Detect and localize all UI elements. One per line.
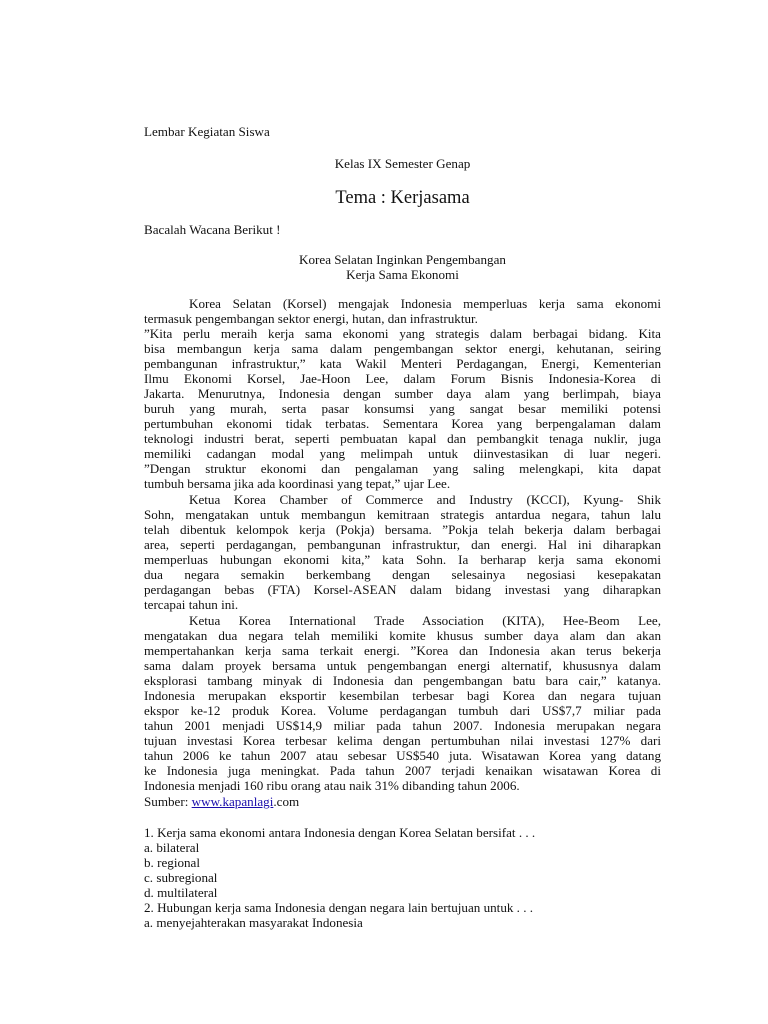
article-line: teknologi industri berat, seperti pembuatan kapal dan pembangkit tenaga nuklir, juga xyxy=(144,431,661,446)
article-line: ke Indonesia juga meningkat. Pada tahun 2007 terjadi kenaikan wisatawan Korea di xyxy=(144,763,661,778)
article-line: eksplorasi tambang minyak di Indonesia dan pengembangan batu bara cair,” katanya. xyxy=(144,673,661,688)
article-line: Indonesia menjadi 160 ribu orang atau naik 31% dibanding tahun 2006. xyxy=(144,778,520,793)
article-line: Ketua Korea Chamber of Commerce and Industry (KCCI), Kyung- Shik xyxy=(189,492,661,507)
article-line: memperluas hubungan ekonomi kita,” kata Sohn. Ia berharap kerja sama ekonomi xyxy=(144,552,661,567)
option-line: b. regional xyxy=(144,855,200,870)
article-line: mempertahankan kerja sama terkait energi. ”Korea dan Indonesia akan terus bekerja xyxy=(144,643,661,658)
article-line: Ketua Korea International Trade Association (KITA), Hee-Beom Lee, xyxy=(189,613,661,628)
source-link[interactable]: www.kapanlagi xyxy=(191,794,274,809)
source-suffix: .com xyxy=(273,794,300,809)
article-line: tujuan investasi Korea terbesar kelima dengan pertumbuhan nilai investasi 127% dari xyxy=(144,733,661,748)
question-line: 2. Hubungan kerja sama Indonesia dengan negara lain bertujuan untuk . . . xyxy=(144,900,534,915)
article-line: pembangunan infrastruktur,” kata Wakil Menteri Perdagangan, Energi, Kementerian xyxy=(144,356,661,371)
article-line: Ilmu Ekonomi Korsel, Jae-Hoon Lee, dalam Forum Bisnis Indonesia-Korea di xyxy=(144,371,661,386)
option-line: a. menyejahterakan masyarakat Indonesia xyxy=(144,915,363,930)
class-label: Kelas IX Semester Genap xyxy=(334,156,471,171)
article-line: termasuk pengembangan sektor energi, hutan, dan infrastruktur. xyxy=(144,311,478,326)
question-line: 1. Kerja sama ekonomi antara Indonesia dengan Korea Selatan bersifat . . . xyxy=(144,825,536,840)
article-line: buruh yang murah, serta pasar konsumsi yang sangat besar memiliki potensi xyxy=(144,401,661,416)
theme-title: Tema : Kerjasama xyxy=(335,188,470,208)
article-line: area, seperti perdagangan, pembangunan infrastruktur, dan energi. Hal ini diharapkan xyxy=(144,537,661,552)
article-line: dua negara semakin berkembang dengan selesainya negosiasi kesepakatan xyxy=(144,567,661,582)
article-title-line: Korea Selatan Inginkan Pengembangan xyxy=(299,252,506,267)
article-line: tercapai tahun ini. xyxy=(144,597,239,612)
article-line: tahun 2001 menjadi US$14,9 miliar pada tahun 2007. Indonesia merupakan negara xyxy=(144,718,661,733)
article-line: memiliki cadangan modal yang melimpah untuk diinvestasikan di luar negeri. xyxy=(144,446,661,461)
doc-label: Lembar Kegiatan Siswa xyxy=(144,124,270,139)
article-line: Jakarta. Menurutnya, Indonesia dengan sumber daya alam yang berlimpah, biaya xyxy=(144,386,661,401)
article-line: tumbuh bersama jika ada koordinasi yang tepat,” ujar Lee. xyxy=(144,476,451,491)
article-line: perdagangan bebas (FTA) Korsel-ASEAN dalam bidang investasi yang diharapkan xyxy=(144,582,661,597)
article-line: sama dalam proyek bersama untuk pengembangan energi alternatif, khususnya dalam xyxy=(144,658,661,673)
article-line: telah dibentuk kelompok kerja (Pokja) bersama. ”Pokja telah bekerja dalam berbagai xyxy=(144,522,661,537)
article-line: bisa membangun kerja sama dalam pengembangan sektor energi, kehutanan, seiring xyxy=(144,341,661,356)
article-line: pertumbuhan ekonomi tidak terbatas. Sementara Korea yang berpengalaman dalam xyxy=(144,416,661,431)
article-title-line: Kerja Sama Ekonomi xyxy=(346,267,459,282)
article-line: Indonesia merupakan eksportir kesembilan terbesar bagi Korea dan negara tujuan xyxy=(144,688,661,703)
article-line: ”Kita perlu meraih kerja sama ekonomi yang strategis dalam berbagai bidang. Kita xyxy=(144,326,661,341)
article-line: mengatakan dua negara telah memiliki komite khusus sumber daya alam dan akan xyxy=(144,628,661,643)
article-line: tahun 2006 ke tahun 2007 atau sebesar US$540 juta. Wisatawan Korea yang datang xyxy=(144,748,661,763)
option-line: a. bilateral xyxy=(144,840,200,855)
article-line: Sohn, mengatakan untuk membangun kemitraan strategis antardua negara, tahun lalu xyxy=(144,507,661,522)
source-label: Sumber: xyxy=(144,794,192,809)
article-line: Korea Selatan (Korsel) mengajak Indonesia memperluas kerja sama ekonomi xyxy=(189,296,661,311)
source-line xyxy=(144,794,661,809)
article-line: ”Dengan struktur ekonomi dan pengalaman yang saling melengkapi, kita dapat xyxy=(144,461,661,476)
article-line: ekspor ke-12 produk Korea. Volume perdagangan tumbuh dari US$7,7 miliar pada xyxy=(144,703,661,718)
option-line: d. multilateral xyxy=(144,885,218,900)
option-line: c. subregional xyxy=(144,870,218,885)
instruction: Bacalah Wacana Berikut ! xyxy=(144,222,281,237)
